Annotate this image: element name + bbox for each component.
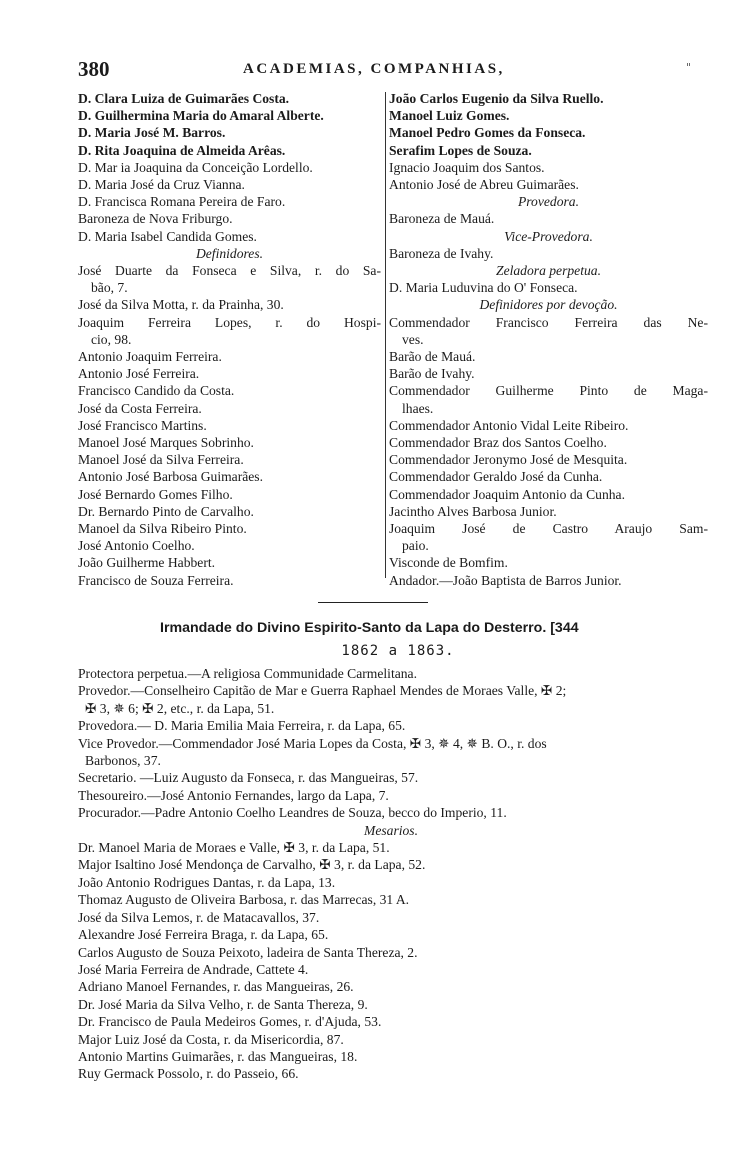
subheading: Zeladora perpetua. xyxy=(496,263,601,279)
entry-line: Provedora.— D. Maria Emilia Maia Ferreira, r. da Lapa, 65. xyxy=(78,718,406,734)
list-item: Visconde de Bomfim. xyxy=(389,555,508,571)
list-item: Andador.—João Baptista de Barros Junior. xyxy=(389,572,622,588)
list-item: D. Francisca Romana Pereira de Faro. xyxy=(78,194,286,210)
entry-line: João Antonio Rodrigues Dantas, r. da Lapa, 13. xyxy=(78,874,336,890)
left-column xyxy=(78,90,381,589)
list-item: Jacintho Alves Barbosa Junior. xyxy=(389,503,557,519)
entry-line: Thesoureiro.—José Antonio Fernandes, largo da Lapa, 7. xyxy=(78,787,389,803)
list-item: Baroneza de Ivahy. xyxy=(389,245,494,261)
entry-line: ✠ 3, ✵ 6; ✠ 2, etc., r. da Lapa, 51. xyxy=(85,700,275,716)
list-item: Commendador Geraldo José da Cunha. xyxy=(389,469,603,485)
list-item: D. Maria Luduvina do O' Fonseca. xyxy=(389,280,578,296)
entry-line: Ruy Germack Possolo, r. do Passeio, 66. xyxy=(78,1066,299,1082)
page-header xyxy=(78,57,718,87)
entry-line: Vice Provedor.—Commendador José Maria Lopes da Costa, ✠ 3, ✵ 4, ✵ B. O., r. dos xyxy=(78,735,547,751)
two-column-list xyxy=(78,90,708,590)
list-item: Antonio José Barbosa Guimarães. xyxy=(78,469,263,485)
entry-line: Procurador.—Padre Antonio Coelho Leandres de Souza, becco do Imperio, 11. xyxy=(78,805,507,821)
page-number: 380 xyxy=(78,57,110,81)
list-item: José da Silva Motta, r. da Prainha, 30. xyxy=(78,297,284,313)
list-item: Commendador Jeronymo José de Mesquita. xyxy=(389,452,628,468)
list-item: Dr. Bernardo Pinto de Carvalho. xyxy=(78,503,254,519)
entry-line: José da Silva Lemos, r. de Matacavallos, 37. xyxy=(78,909,320,925)
entry-line: Thomaz Augusto de Oliveira Barbosa, r. das Marrecas, 31 A. xyxy=(78,892,410,908)
list-item: Commendador Braz dos Santos Coelho. xyxy=(389,435,607,451)
list-item: José Duarte da Fonseca e Silva, r. do Sa- xyxy=(78,263,381,279)
list-item: Antonio José de Abreu Guimarães. xyxy=(389,177,579,193)
list-item: lhaes. xyxy=(402,400,434,416)
list-item: Commendador Francisco Ferreira das Ne- xyxy=(389,314,708,330)
list-item: D. Clara Luiza de Guimarães Costa. xyxy=(78,91,290,106)
right-column xyxy=(389,90,708,589)
entry-line: Major Isaltino José Mendonça de Carvalho, ✠ 3, r. da Lapa, 52. xyxy=(78,857,426,873)
column-divider xyxy=(385,92,386,578)
section-title: Irmandade do Divino Espirito-Santo da Lapa do Desterro. [344 xyxy=(160,620,579,636)
entry-line: Carlos Augusto de Souza Peixoto, ladeira de Santa Thereza, 2. xyxy=(78,944,418,960)
list-item: Antonio José Ferreira. xyxy=(78,366,200,382)
entry-line: Antonio Martins Guimarães, r. das Mangueiras, 18. xyxy=(78,1048,358,1064)
list-item: Antonio Joaquim Ferreira. xyxy=(78,349,222,365)
list-item: bão, 7. xyxy=(91,280,128,296)
list-item: Joaquim José de Castro Araujo Sam- xyxy=(389,521,708,537)
list-item: D. Maria Isabel Candida Gomes. xyxy=(78,228,257,244)
list-item: ves. xyxy=(402,331,424,347)
list-item: Francisco de Souza Ferreira. xyxy=(78,572,234,588)
running-title: ACADEMIAS, COMPANHIAS, xyxy=(243,61,505,77)
entries-list xyxy=(78,665,704,1083)
entry-line: Protectora perpetua.—A religiosa Communidade Carmelitana. xyxy=(78,666,417,681)
list-item: Commendador Guilherme Pinto de Maga- xyxy=(389,383,708,399)
subheading: Definidores. xyxy=(195,245,264,261)
list-item: Francisco Candido da Costa. xyxy=(78,383,235,399)
list-item: Ignacio Joaquim dos Santos. xyxy=(389,159,545,175)
list-item: Barão de Mauá. xyxy=(389,349,476,365)
list-item: cio, 98. xyxy=(91,331,132,347)
entry-line: Major Luiz José da Costa, r. da Misericordia, 87. xyxy=(78,1031,344,1047)
list-item: José da Costa Ferreira. xyxy=(78,400,202,416)
entry-line: Dr. Francisco de Paula Medeiros Gomes, r. d'Ajuda, 53. xyxy=(78,1014,382,1030)
list-item: D. Maria José M. Barros. xyxy=(78,125,226,141)
list-item: Commendador Joaquim Antonio da Cunha. xyxy=(389,486,625,502)
list-item: Serafim Lopes de Souza. xyxy=(389,142,532,158)
list-item: João Carlos Eugenio da Silva Ruello. xyxy=(389,91,604,106)
list-item: Manoel José Marques Sobrinho. xyxy=(78,435,254,451)
list-item: Joaquim Ferreira Lopes, r. do Hospi- xyxy=(78,314,381,330)
list-item: D. Mar ia Joaquina da Conceição Lordello. xyxy=(78,159,313,175)
section-years: 1862 a 1863. xyxy=(341,643,455,659)
entry-line: Dr. José Maria da Silva Velho, r. de Santa Thereza, 9. xyxy=(78,996,368,1012)
list-item: José Francisco Martins. xyxy=(78,417,207,433)
section-divider xyxy=(318,602,428,603)
entry-line: Alexandre José Ferreira Braga, r. da Lapa, 65. xyxy=(78,927,329,943)
header-mark: " xyxy=(686,61,692,74)
entry-line: Adriano Manoel Fernandes, r. das Mangueiras, 26. xyxy=(78,979,354,995)
list-item: Manoel da Silva Ribeiro Pinto. xyxy=(78,521,247,537)
list-item: Commendador Antonio Vidal Leite Ribeiro. xyxy=(389,417,629,433)
list-item: D. Rita Joaquina de Almeida Arêas. xyxy=(78,142,286,158)
list-item: Baroneza de Mauá. xyxy=(389,211,495,227)
subheading: Mesarios. xyxy=(364,822,418,838)
entry-line: Secretario. —Luiz Augusto da Fonseca, r. das Mangueiras, 57. xyxy=(78,770,419,786)
entry-line: José Maria Ferreira de Andrade, Cattete 4. xyxy=(78,961,309,977)
list-item: paio. xyxy=(402,538,429,554)
list-item: Baroneza de Nova Friburgo. xyxy=(78,211,233,227)
list-item: Barão de Ivahy. xyxy=(389,366,475,382)
list-item: Manoel José da Silva Ferreira. xyxy=(78,452,244,468)
entry-line: Dr. Manoel Maria de Moraes e Valle, ✠ 3, r. da Lapa, 51. xyxy=(78,840,390,856)
entry-line: Provedor.—Conselheiro Capitão de Mar e Guerra Raphael Mendes de Moraes Valle, ✠ 2; xyxy=(78,683,567,699)
list-item: D. Guilhermina Maria do Amaral Alberte. xyxy=(78,108,324,124)
list-item: Manoel Luiz Gomes. xyxy=(389,108,510,124)
subheading: Definidores por devoção. xyxy=(479,297,618,313)
list-item: José Bernardo Gomes Filho. xyxy=(78,486,233,502)
subheading: Provedora. xyxy=(517,194,580,210)
list-item: D. Maria José da Cruz Vianna. xyxy=(78,177,245,193)
list-item: Manoel Pedro Gomes da Fonseca. xyxy=(389,125,586,141)
entry-line: Barbonos, 37. xyxy=(85,753,161,769)
list-item: José Antonio Coelho. xyxy=(78,538,195,554)
subheading: Vice-Provedora. xyxy=(504,228,593,244)
list-item: João Guilherme Habbert. xyxy=(78,555,216,571)
